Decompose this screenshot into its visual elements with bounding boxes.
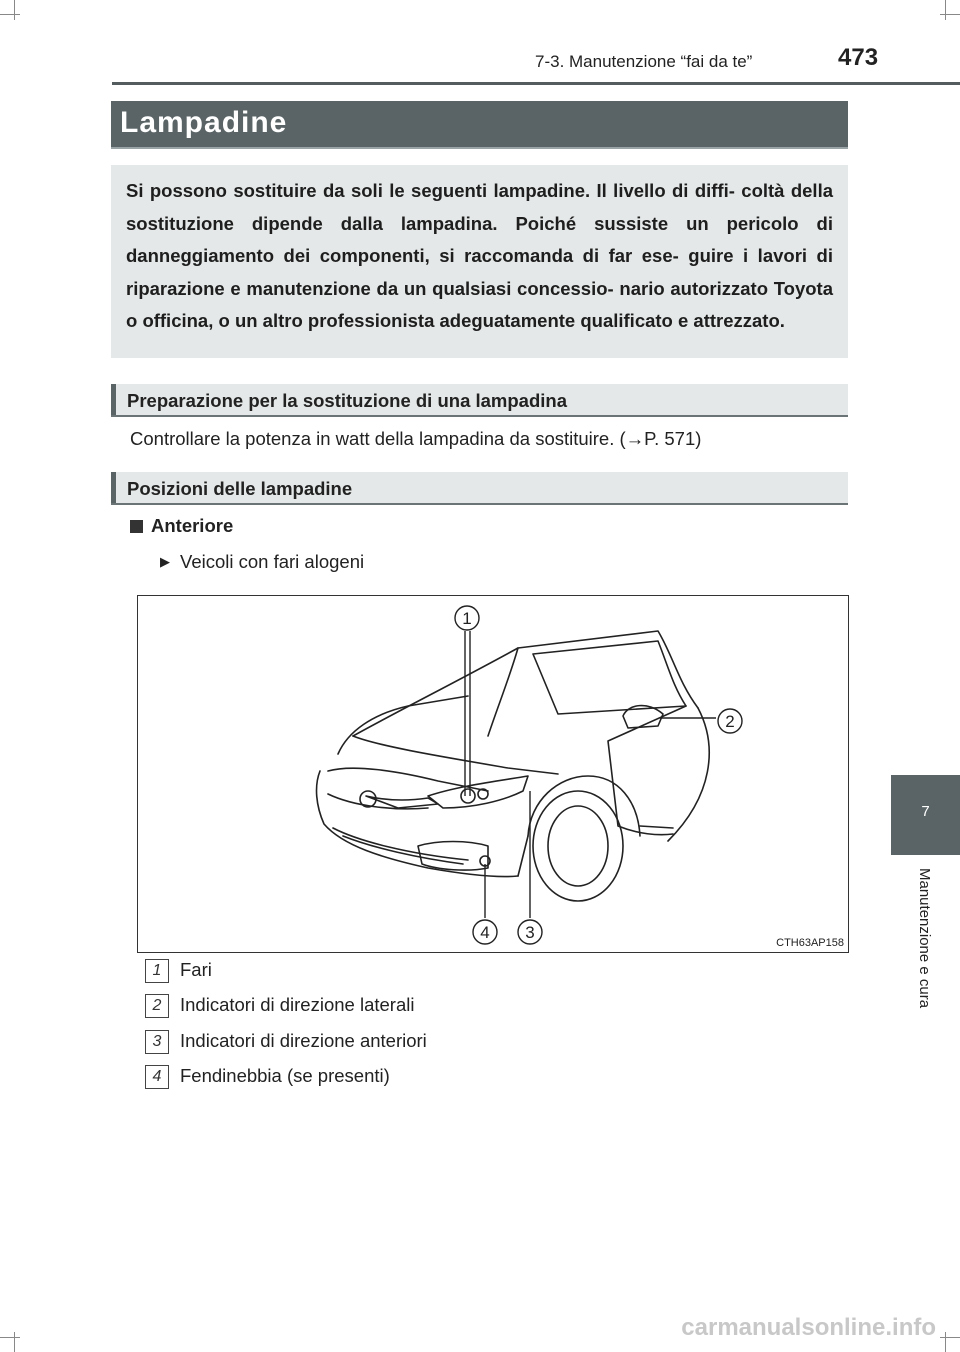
crop-mark <box>0 14 20 15</box>
watermark: carmanualsonline.info <box>681 1314 936 1341</box>
legend-number: 2 <box>145 994 169 1018</box>
chapter-label: Manutenzione e cura <box>916 868 933 1009</box>
section-header-preparation <box>111 384 848 417</box>
chapter-tab <box>891 775 960 855</box>
callout-1: 1 <box>462 609 472 628</box>
crop-mark <box>14 0 15 20</box>
page-number: 473 <box>838 44 879 71</box>
crop-mark <box>940 14 960 15</box>
callout-3: 3 <box>525 923 535 942</box>
chapter-number: 7 <box>921 803 930 820</box>
page-title: Lampadine <box>120 106 288 139</box>
square-bullet-icon <box>130 520 143 533</box>
callout-2: 2 <box>725 712 735 731</box>
legend-label: Fendinebbia (se presenti) <box>180 1065 390 1086</box>
section-header-positions <box>111 472 848 505</box>
car-drawing <box>138 596 848 952</box>
callout-4: 4 <box>480 923 490 942</box>
car-front-illustration <box>137 595 849 953</box>
legend-number: 1 <box>145 959 169 983</box>
section-heading: Posizioni delle lampadine <box>127 478 353 499</box>
legend-label: Indicatori di direzione laterali <box>180 994 415 1015</box>
intro-text: Si possono sostituire da soli le seguenti lampadine. Il livello di diffi- coltà della sostituzione dipende dalla lampadina. Poiché sussiste un pericolo di danneggiamento dei componenti, si raccomanda di far ese- guire i lavori di riparazione e manutenzione da un qualsiasi concessio- nario autorizzato Toyota o officina, o un altro professionista adeguatamente qualificato e attrezzato. <box>126 180 833 331</box>
running-header-section: 7-3. Manutenzione “fai da te” <box>535 52 753 71</box>
crop-mark <box>0 1337 20 1338</box>
page-title-bar <box>111 101 848 149</box>
figure-code: CTH63AP158 <box>776 937 844 949</box>
legend-label: Fari <box>180 959 212 980</box>
vehicle-type-label: Veicoli con fari alogeni <box>180 551 365 572</box>
subheading-front-label: Anteriore <box>151 515 234 536</box>
legend-number: 4 <box>145 1065 169 1089</box>
intro-box <box>111 165 848 358</box>
subheading-front <box>130 515 233 537</box>
triangle-bullet-icon: ▶ <box>160 554 170 569</box>
legend-label: Indicatori di direzione anteriori <box>180 1030 427 1051</box>
section-heading: Preparazione per la sostituzione di una lampadina <box>127 390 567 411</box>
vehicle-type <box>160 551 364 573</box>
legend-number: 3 <box>145 1030 169 1054</box>
crop-mark <box>14 1332 15 1352</box>
header-rule <box>112 82 960 85</box>
crop-mark <box>945 0 946 20</box>
preparation-text: Controllare la potenza in watt della lampadina da sostituire. (→P. 571) <box>130 428 702 449</box>
crop-mark <box>945 1332 946 1352</box>
crop-mark <box>940 1337 960 1338</box>
